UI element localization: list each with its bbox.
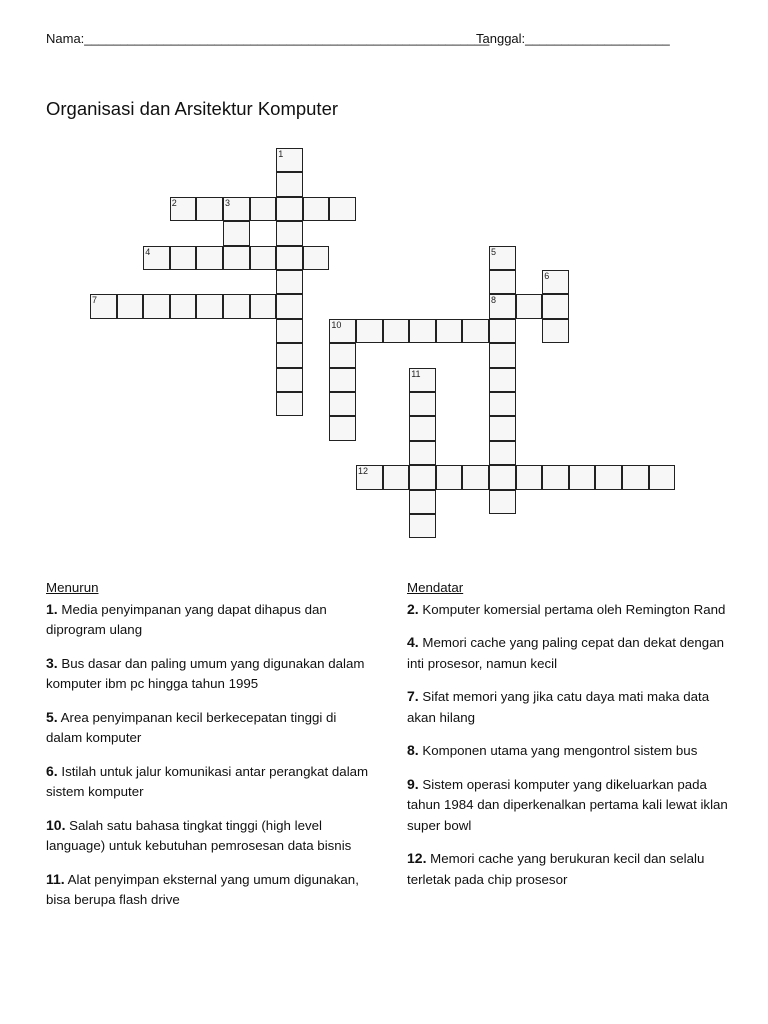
crossword-cell[interactable] bbox=[196, 197, 223, 221]
crossword-cell[interactable] bbox=[489, 441, 516, 465]
crossword-cell[interactable] bbox=[516, 294, 543, 318]
crossword-cell[interactable] bbox=[409, 392, 436, 416]
crossword-cell[interactable] bbox=[383, 465, 410, 489]
clue-text: Sifat memori yang jika catu daya mati maka data akan hilang bbox=[407, 689, 710, 725]
crossword-cell[interactable] bbox=[170, 294, 197, 318]
clue-item bbox=[46, 761, 376, 803]
crossword-cell[interactable] bbox=[170, 197, 197, 221]
crossword-cell[interactable] bbox=[462, 319, 489, 343]
crossword-cell[interactable] bbox=[276, 294, 303, 318]
clue-text: Istilah untuk jalur komunikasi antar perangkat dalam sistem komputer bbox=[46, 763, 369, 799]
clue-text: Sistem operasi komputer yang dikeluarkan pada tahun 1984 dan diperkenalkan pertama kali lewat iklan super bowl bbox=[407, 776, 728, 833]
crossword-cell[interactable] bbox=[436, 465, 463, 489]
crossword-cell[interactable] bbox=[276, 172, 303, 196]
cell-number: 12 bbox=[358, 466, 369, 477]
clue-number: 2. bbox=[407, 600, 419, 617]
crossword-cell[interactable] bbox=[542, 465, 569, 489]
crossword-cell[interactable] bbox=[196, 294, 223, 318]
across-clue-list bbox=[407, 599, 737, 891]
crossword-cell[interactable] bbox=[489, 490, 516, 514]
clue-item bbox=[46, 707, 376, 749]
clue-item bbox=[407, 740, 737, 762]
cell-number: 3 bbox=[225, 197, 231, 208]
clue-text: Salah satu bahasa tingkat tinggi (high level language) untuk kebutuhan pemrosesan data bisnis bbox=[46, 817, 352, 853]
crossword-cell[interactable] bbox=[90, 294, 117, 318]
crossword-cell[interactable] bbox=[489, 416, 516, 440]
crossword-cell[interactable] bbox=[489, 246, 516, 270]
crossword-cell[interactable] bbox=[329, 197, 356, 221]
crossword-cell[interactable] bbox=[542, 270, 569, 294]
crossword-cell[interactable] bbox=[329, 416, 356, 440]
crossword-cell[interactable] bbox=[276, 368, 303, 392]
crossword-cell[interactable] bbox=[383, 319, 410, 343]
crossword-cell[interactable] bbox=[516, 465, 543, 489]
clue-item bbox=[407, 599, 737, 621]
crossword-cell[interactable] bbox=[276, 270, 303, 294]
crossword-cell[interactable] bbox=[542, 294, 569, 318]
clue-number: 12. bbox=[407, 850, 427, 866]
clue-text: Memori cache yang berukuran kecil dan selalu terletak pada chip prosesor bbox=[407, 851, 705, 887]
cell-number: 2 bbox=[171, 197, 177, 208]
crossword-cell[interactable] bbox=[329, 392, 356, 416]
down-clue-list bbox=[46, 599, 376, 911]
name-underline[interactable]: ________________________________________________________ bbox=[84, 31, 490, 46]
clue-number: 9. bbox=[407, 775, 419, 792]
crossword-cell[interactable] bbox=[409, 465, 436, 489]
cell-number: 7 bbox=[92, 295, 98, 306]
crossword-cell[interactable] bbox=[170, 246, 197, 270]
crossword-cell[interactable] bbox=[276, 246, 303, 270]
date-label: Tanggal: bbox=[476, 31, 526, 46]
cell-number: 11 bbox=[411, 368, 421, 379]
crossword-cell[interactable] bbox=[622, 465, 649, 489]
crossword-cell[interactable] bbox=[489, 392, 516, 416]
page-title: Organisasi dan Arsitektur Komputer bbox=[46, 98, 339, 119]
crossword-cell[interactable] bbox=[542, 319, 569, 343]
cell-number: 6 bbox=[544, 271, 550, 281]
crossword-cell[interactable] bbox=[276, 319, 303, 343]
clue-text: Komponen utama yang mengontrol sistem bus bbox=[422, 743, 698, 758]
crossword-cell[interactable] bbox=[489, 270, 516, 294]
crossword-cell[interactable] bbox=[276, 343, 303, 367]
crossword-cell[interactable] bbox=[250, 246, 277, 270]
crossword-cell[interactable] bbox=[409, 368, 436, 392]
down-heading: Menurun bbox=[46, 580, 99, 595]
crossword-cell[interactable] bbox=[595, 465, 622, 489]
crossword-cell[interactable] bbox=[329, 368, 356, 392]
crossword-cell[interactable] bbox=[409, 416, 436, 440]
crossword-cell[interactable] bbox=[409, 319, 436, 343]
crossword-cell[interactable] bbox=[250, 197, 277, 221]
clue-item bbox=[407, 686, 737, 728]
clue-item bbox=[46, 815, 376, 857]
clue-text: Media penyimpanan yang dapat dihapus dan diprogram ulang bbox=[46, 601, 327, 637]
crossword-cell[interactable] bbox=[436, 319, 463, 343]
clue-text: Komputer komersial pertama oleh Remington Rand bbox=[422, 601, 726, 617]
cell-number: 10 bbox=[331, 319, 342, 330]
crossword-cell[interactable] bbox=[409, 490, 436, 514]
across-clues bbox=[407, 578, 737, 902]
crossword-cell[interactable] bbox=[489, 465, 516, 489]
crossword-cell[interactable] bbox=[489, 319, 516, 343]
clue-item bbox=[407, 774, 737, 837]
across-heading: Mendatar bbox=[407, 580, 464, 595]
clue-item bbox=[407, 632, 737, 674]
down-clues bbox=[46, 578, 376, 923]
crossword-cell[interactable] bbox=[462, 465, 489, 489]
cell-number: 8 bbox=[491, 295, 497, 306]
clue-item bbox=[46, 653, 376, 695]
clue-number: 1. bbox=[46, 600, 58, 617]
clue-item bbox=[407, 848, 737, 890]
crossword-cell[interactable] bbox=[409, 441, 436, 465]
name-label: Nama: bbox=[46, 31, 85, 46]
crossword-cell[interactable] bbox=[223, 294, 250, 318]
clue-number: 3. bbox=[46, 654, 58, 671]
crossword-cell[interactable] bbox=[489, 343, 516, 367]
cell-number: 5 bbox=[491, 246, 497, 257]
crossword-cell[interactable] bbox=[117, 294, 144, 318]
crossword-cell[interactable] bbox=[489, 368, 516, 392]
crossword-cell[interactable] bbox=[489, 294, 516, 318]
clue-number: 11. bbox=[46, 870, 65, 887]
clue-number: 7. bbox=[407, 688, 419, 704]
clue-number: 6. bbox=[46, 762, 58, 779]
crossword-cell[interactable] bbox=[329, 319, 356, 343]
clue-number: 10. bbox=[46, 816, 66, 833]
date-underline[interactable]: ____________________ bbox=[525, 31, 670, 46]
crossword-cell[interactable] bbox=[196, 246, 223, 270]
crossword-cell[interactable] bbox=[303, 246, 330, 270]
cell-number: 4 bbox=[145, 246, 151, 257]
crossword-cell[interactable] bbox=[329, 343, 356, 367]
crossword-cell[interactable] bbox=[223, 197, 250, 221]
crossword-cell[interactable] bbox=[276, 197, 303, 221]
crossword-cell[interactable] bbox=[569, 465, 596, 489]
crossword-cell[interactable] bbox=[250, 294, 277, 318]
clue-text: Memori cache yang paling cepat dan dekat dengan inti prosesor, namun kecil bbox=[407, 635, 724, 671]
clue-number: 4. bbox=[407, 634, 419, 650]
clue-item bbox=[46, 599, 376, 641]
cell-number: 1 bbox=[278, 149, 284, 159]
clue-text: Alat penyimpan eksternal yang umum digunakan, bisa berupa flash drive bbox=[46, 871, 359, 907]
crossword-cell[interactable] bbox=[223, 221, 250, 245]
clue-text: Area penyimpanan kecil berkecepatan tinggi di dalam komputer bbox=[46, 709, 337, 745]
crossword-cell[interactable] bbox=[356, 319, 383, 343]
crossword-cell[interactable] bbox=[276, 148, 303, 172]
crossword-cell[interactable] bbox=[223, 246, 250, 270]
crossword-cell[interactable] bbox=[276, 221, 303, 245]
crossword-cell[interactable] bbox=[409, 514, 436, 538]
crossword-cell[interactable] bbox=[356, 465, 383, 489]
crossword-cell[interactable] bbox=[143, 246, 170, 270]
crossword-cell[interactable] bbox=[303, 197, 330, 221]
clue-number: 5. bbox=[46, 708, 58, 725]
clue-item bbox=[46, 869, 376, 911]
clue-number: 8. bbox=[407, 742, 419, 758]
crossword-cell[interactable] bbox=[276, 392, 303, 416]
crossword-cell[interactable] bbox=[649, 465, 676, 489]
crossword-cell[interactable] bbox=[143, 294, 170, 318]
clue-text: Bus dasar dan paling umum yang digunakan dalam komputer ibm pc hingga tahun 1995 bbox=[46, 655, 365, 691]
